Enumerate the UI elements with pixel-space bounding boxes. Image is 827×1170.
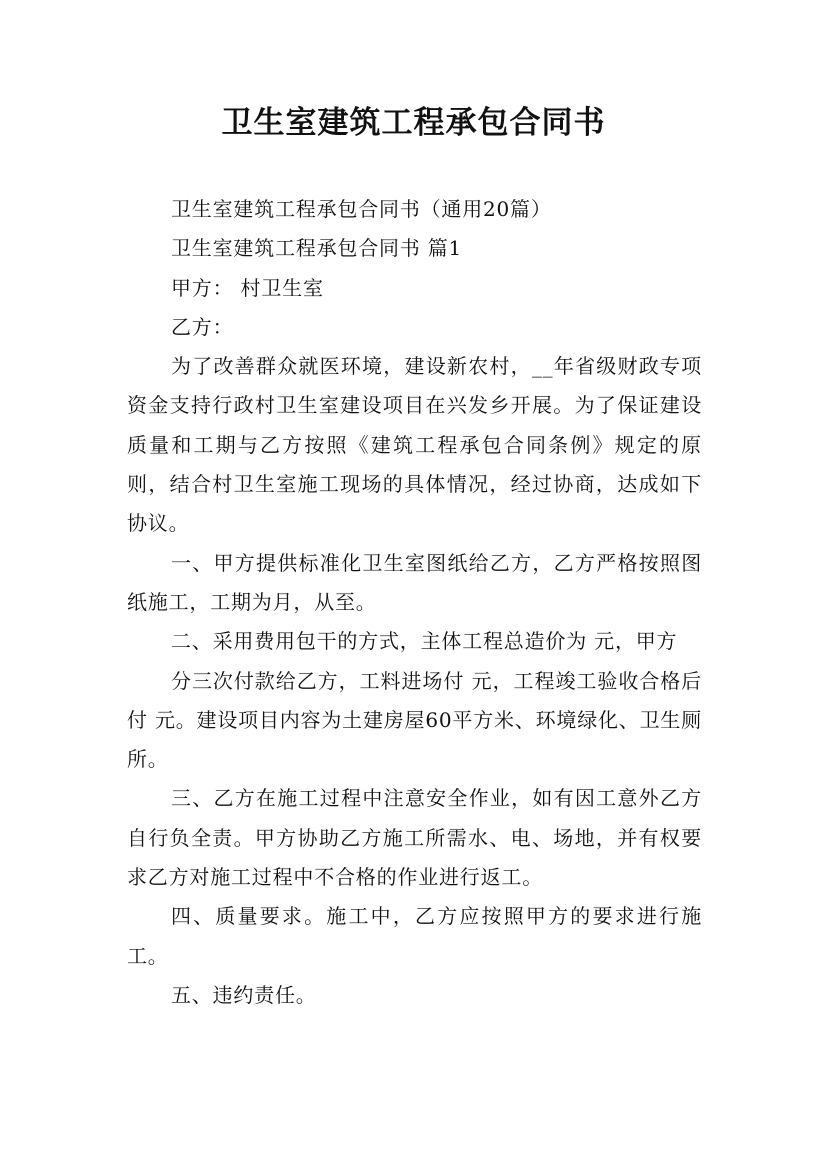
document-title: 卫生室建筑工程承包合同书 — [221, 105, 606, 141]
party-b-paragraph: 乙方： — [171, 314, 234, 339]
clause-2-paragraph: 二、采用费用包干的方式，主体工程总造价为 元，甲方 — [171, 629, 678, 654]
subtitle-paragraph: 卫生室建筑工程承包合同书（通用20篇） — [171, 197, 552, 221]
clause-3-paragraph: 三、乙方在施工过程中注意安全作业，如有因工意外乙方自行负全责。甲方协助乙方施工所需水、电、场地，并有权要求乙方对施工过程中不合格的作业进行返工。 — [127, 786, 702, 890]
clause-5-paragraph: 五、违约责任。 — [171, 982, 317, 1007]
section-heading-paragraph: 卫生室建筑工程承包合同书 篇1 — [171, 236, 463, 261]
clause-4-paragraph: 四、质量要求。施工中，乙方应按照甲方的要求进行施工。 — [127, 904, 702, 968]
intro-paragraph: 为了改善群众就医环境，建设新农村，__年省级财政专项资金支持行政村卫生室建设项目在兴发乡开展。为了保证建设质量和工期与乙方按照《建筑工程承包合同条例》规定的原则，结合村卫生室施工现场的具体情况，经过协商，达成如下协议。 — [127, 354, 702, 536]
clause-2-continued-paragraph: 分三次付款给乙方，工料进场付 元，工程竣工验收合格后付 元。建设项目内容为土建房屋60平方米、环境绿化、卫生厕所。 — [127, 668, 703, 772]
document-body — [127, 190, 702, 1015]
clause-1-paragraph: 一、甲方提供标准化卫生室图纸给乙方，乙方严格按照图纸施工，工期为月，从至。 — [127, 550, 702, 614]
party-a-paragraph: 甲方： 村卫生室 — [171, 275, 324, 300]
